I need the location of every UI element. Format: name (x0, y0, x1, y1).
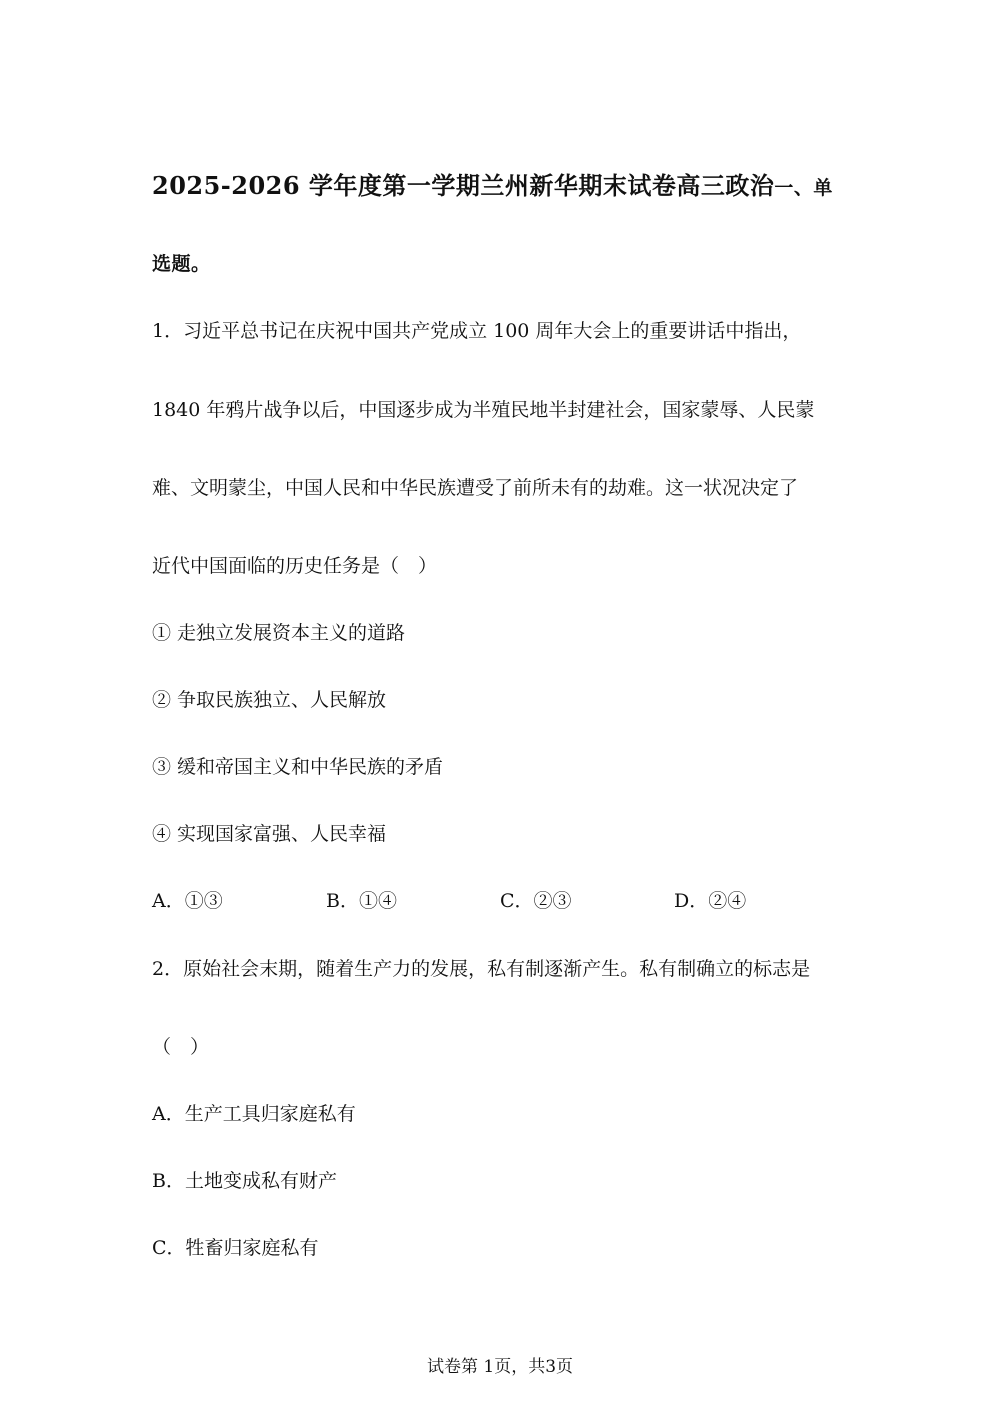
page-footer: 试卷第 1页，共3页 (426, 1357, 574, 1377)
q2-option-b: B．土地变成私有财产 (152, 1170, 337, 1192)
q1-item-1: ① 走独立发展资本主义的道路 (152, 622, 406, 644)
q1-stem-line: 1．习近平总书记在庆祝中国共产党成立 100 周年大会上的重要讲话中指出， (152, 320, 802, 342)
q1-stem-line: 难、文明蒙尘，中国人民和中华民族遭受了前所未有的劫难。这一状况决定了 (152, 477, 799, 499)
exam-title (152, 170, 833, 204)
q2-stem-line: 2．原始社会末期，随着生产力的发展，私有制逐渐产生。私有制确立的标志是 (152, 958, 811, 980)
section-heading-end: 选题。 (152, 253, 211, 275)
q1-item-3: ③ 缓和帝国主义和中华民族的矛盾 (152, 756, 444, 778)
q1-item-4: ④ 实现国家富强、人民幸福 (152, 823, 387, 845)
q1-options (152, 888, 852, 914)
q1-option-c: C．②③ (500, 890, 572, 912)
q2-option-a: A．生产工具归家庭私有 (152, 1103, 356, 1125)
q1-option-b: B．①④ (326, 890, 397, 912)
q2-option-c: C．牲畜归家庭私有 (152, 1237, 319, 1259)
exam-title-main: 2025-2026 学年度第一学期兰州新华期末试卷高三政治 (152, 171, 775, 200)
q1-option-a: A．①③ (152, 890, 223, 912)
q2-stem-line: （ ） (152, 1036, 210, 1058)
q1-stem-line: 近代中国面临的历史任务是（ ） (152, 555, 438, 577)
section-heading-start: 一、单 (774, 177, 833, 199)
q1-stem-line: 1840 年鸦片战争以后，中国逐步成为半殖民地半封建社会，国家蒙辱、人民蒙 (152, 399, 815, 421)
q1-option-d: D．②④ (674, 890, 747, 912)
q1-item-2: ② 争取民族独立、人民解放 (152, 689, 387, 711)
